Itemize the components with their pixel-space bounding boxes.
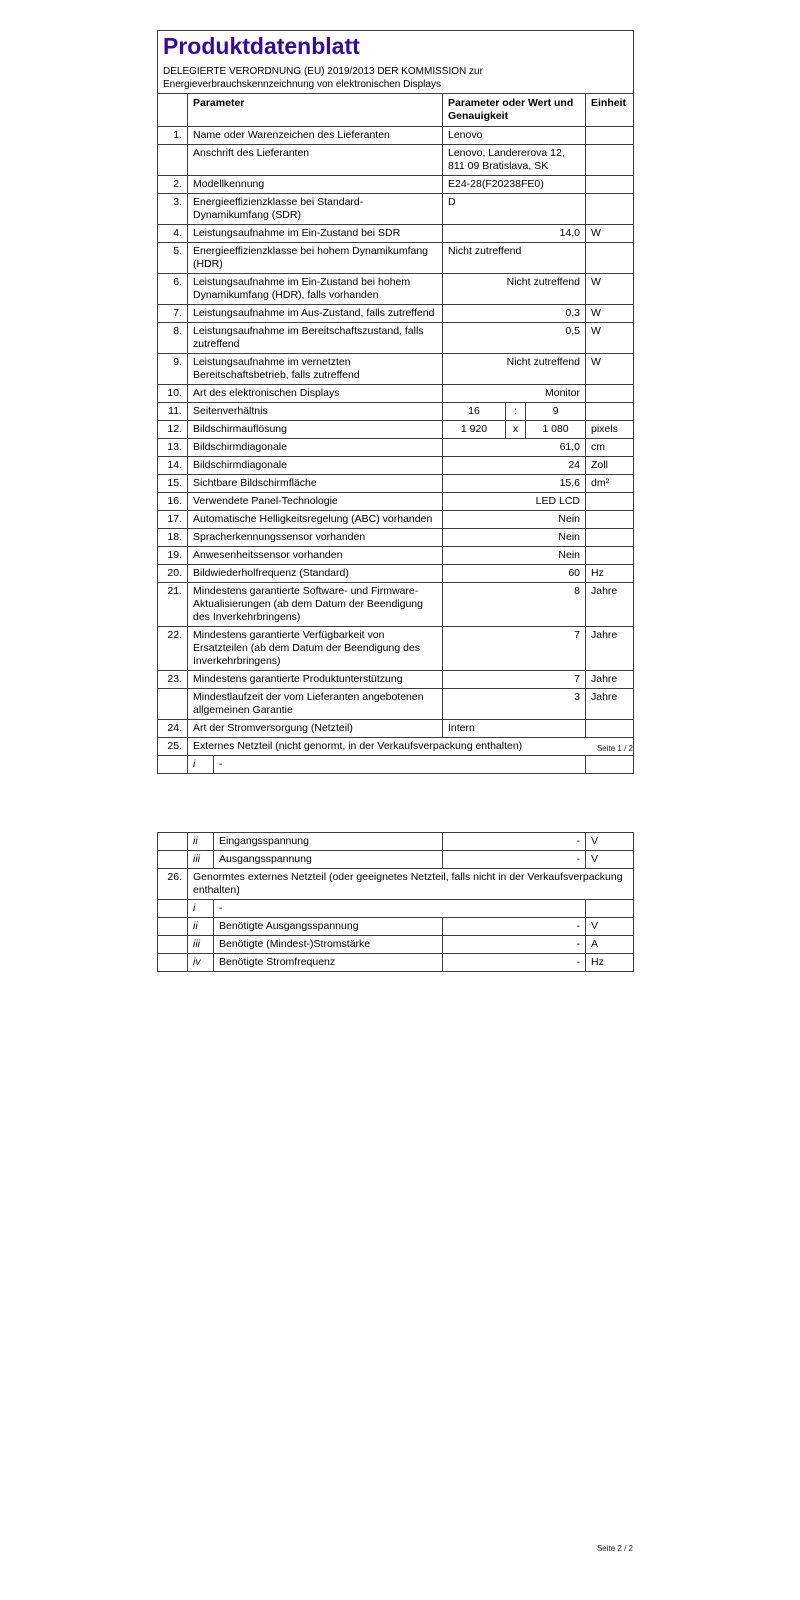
unit-label [586, 127, 634, 145]
table-row [158, 547, 634, 565]
unit-label: cm [586, 439, 634, 457]
resolution-width: 1 920 [443, 421, 506, 439]
row-number: 1. [158, 127, 188, 145]
row-number: 8. [158, 323, 188, 354]
datasheet-table-page1 [157, 30, 634, 774]
row-number [158, 900, 188, 918]
row-number [158, 918, 188, 936]
table-subrow [158, 918, 634, 936]
parameter-value: 60 [443, 565, 586, 583]
unit-label [586, 529, 634, 547]
table-row [158, 194, 634, 225]
document-title: Produktdatenblatt [163, 33, 360, 59]
row-number: 6. [158, 274, 188, 305]
roman-index: ii [188, 833, 214, 851]
parameter-value: - [214, 900, 586, 918]
unit-label: Hz [586, 954, 634, 972]
table-row [158, 689, 634, 720]
roman-index: ii [188, 918, 214, 936]
row-number: 9. [158, 354, 188, 385]
table-header-row [158, 94, 634, 127]
parameter-value: 7 [443, 671, 586, 689]
regulation-subtitle-line2: Energieverbrauchskennzeichnung von elektronischen Displays [163, 79, 441, 90]
parameter-label: Bildschirmdiagonale [188, 457, 443, 475]
table-row [158, 720, 634, 738]
row-number: 10. [158, 385, 188, 403]
parameter-label: Leistungsaufnahme im Bereitschaftszustand, falls zutreffend [188, 323, 443, 354]
table-row [158, 243, 634, 274]
row-number [158, 756, 188, 774]
header-unit: Einheit [586, 94, 634, 127]
parameter-label: Genormtes externes Netzteil (oder geeignetes Netzteil, falls nicht in der Verkaufsverpackung enthalten) [188, 869, 634, 900]
resolution-separator: x [506, 421, 526, 439]
row-number [158, 936, 188, 954]
parameter-label: Art der Stromversorgung (Netzteil) [188, 720, 443, 738]
resolution-height: 1 080 [526, 421, 586, 439]
datasheet-table-page2 [157, 832, 634, 972]
table-subrow [158, 833, 634, 851]
roman-index: i [188, 900, 214, 918]
unit-label [586, 493, 634, 511]
row-number: 11. [158, 403, 188, 421]
roman-index: i [188, 756, 214, 774]
header-number-cell [158, 94, 188, 127]
parameter-label: Seitenverhältnis [188, 403, 443, 421]
table-row-resolution [158, 421, 634, 439]
unit-label: A [586, 936, 634, 954]
unit-label [586, 547, 634, 565]
row-number: 21. [158, 583, 188, 627]
parameter-label: Modellkennung [188, 176, 443, 194]
roman-index: iii [188, 936, 214, 954]
parameter-label: Mindestens garantierte Verfügbarkeit von Ersatzteilen (ab dem Datum der Beendigung des Inverkehrbringens) [188, 627, 443, 671]
row-number: 16. [158, 493, 188, 511]
parameter-value: - [214, 756, 586, 774]
parameter-value: 0,5 [443, 323, 586, 354]
unit-label: W [586, 274, 634, 305]
parameter-value: Nein [443, 547, 586, 565]
regulation-subtitle-line1: DELEGIERTE VERORDNUNG (EU) 2019/2013 DER KOMMISSION zur [163, 66, 483, 77]
parameter-label: Ausgangsspannung [214, 851, 443, 869]
unit-label [586, 511, 634, 529]
unit-label: Jahre [586, 583, 634, 627]
parameter-value: Nein [443, 511, 586, 529]
ratio-height: 9 [526, 403, 586, 421]
parameter-value: Nicht zutreffend [443, 274, 586, 305]
row-number: 2. [158, 176, 188, 194]
unit-label: Jahre [586, 671, 634, 689]
row-number: 13. [158, 439, 188, 457]
row-number: 19. [158, 547, 188, 565]
table-row-standard-psu [158, 869, 634, 900]
parameter-label: Mindestens garantierte Produktunterstützung [188, 671, 443, 689]
parameter-label: Mindestens garantierte Software- und Firmware-Aktualisierungen (ab dem Datum der Beendigung des Inverkehrbringens) [188, 583, 443, 627]
table-row [158, 439, 634, 457]
table-subrow [158, 851, 634, 869]
table-row [158, 457, 634, 475]
parameter-value: 15,6 [443, 475, 586, 493]
table-row [158, 176, 634, 194]
unit-label [586, 145, 634, 176]
parameter-label: Leistungsaufnahme im Ein-Zustand bei SDR [188, 225, 443, 243]
table-row [158, 511, 634, 529]
parameter-label: Mindestlaufzeit der vom Lieferanten angebotenen allgemeinen Garantie [188, 689, 443, 720]
table-row [158, 354, 634, 385]
title-block-row [158, 31, 634, 94]
unit-label: Jahre [586, 627, 634, 671]
parameter-value: - [443, 918, 586, 936]
parameter-value: 24 [443, 457, 586, 475]
unit-label: V [586, 833, 634, 851]
table-row [158, 627, 634, 671]
table-row [158, 127, 634, 145]
table-row [158, 671, 634, 689]
table-row [158, 305, 634, 323]
row-number: 20. [158, 565, 188, 583]
parameter-value: - [443, 936, 586, 954]
parameter-value: 8 [443, 583, 586, 627]
page-footer-2: Seite 2 / 2 [596, 1544, 633, 1553]
unit-label: Zoll [586, 457, 634, 475]
table-subrow [158, 900, 634, 918]
row-number [158, 145, 188, 176]
row-number: 26. [158, 869, 188, 900]
parameter-label: Benötigte Stromfrequenz [214, 954, 443, 972]
table-row [158, 274, 634, 305]
parameter-label: Leistungsaufnahme im Ein-Zustand bei hohem Dynamikumfang (HDR), falls vorhanden [188, 274, 443, 305]
table-row-aspect-ratio [158, 403, 634, 421]
page-footer-1: Seite 1 / 2 [596, 744, 633, 753]
table-subrow [158, 954, 634, 972]
unit-label: W [586, 354, 634, 385]
parameter-value: D [443, 194, 586, 225]
unit-label: W [586, 323, 634, 354]
parameter-value: 7 [443, 627, 586, 671]
row-number: 25. [158, 738, 188, 756]
table-row [158, 323, 634, 354]
roman-index: iv [188, 954, 214, 972]
parameter-label: Benötigte (Mindest-)Stromstärke [214, 936, 443, 954]
unit-label: pixels [586, 421, 634, 439]
title-block [158, 31, 634, 94]
parameter-label: Leistungsaufnahme im vernetzten Bereitschaftsbetrieb, falls zutreffend [188, 354, 443, 385]
unit-label: W [586, 225, 634, 243]
parameter-label: Benötigte Ausgangsspannung [214, 918, 443, 936]
parameter-label: Sichtbare Bildschirmfläche [188, 475, 443, 493]
table-row [158, 145, 634, 176]
header-value: Parameter oder Wert und Genauigkeit [443, 94, 586, 127]
ratio-separator: : [506, 403, 526, 421]
unit-label [586, 176, 634, 194]
parameter-value: Lenovo [443, 127, 586, 145]
parameter-value: 14,0 [443, 225, 586, 243]
row-number: 15. [158, 475, 188, 493]
row-number: 17. [158, 511, 188, 529]
parameter-label: Leistungsaufnahme im Aus-Zustand, falls zutreffend [188, 305, 443, 323]
parameter-label: Name oder Warenzeichen des Lieferanten [188, 127, 443, 145]
table-row [158, 475, 634, 493]
row-number [158, 954, 188, 972]
parameter-value: Nicht zutreffend [443, 243, 586, 274]
table-row [158, 385, 634, 403]
parameter-value: Lenovo, Landererova 12, 811 09 Bratislava, SK [443, 145, 586, 176]
row-number [158, 833, 188, 851]
parameter-label: Bildschirmdiagonale [188, 439, 443, 457]
unit-label: V [586, 918, 634, 936]
roman-index: iii [188, 851, 214, 869]
unit-label: W [586, 305, 634, 323]
parameter-value: 0,3 [443, 305, 586, 323]
table-row [158, 565, 634, 583]
row-number: 22. [158, 627, 188, 671]
table-row [158, 225, 634, 243]
parameter-value: LED LCD [443, 493, 586, 511]
unit-label [586, 403, 634, 421]
parameter-label: Automatische Helligkeitsregelung (ABC) vorhanden [188, 511, 443, 529]
parameter-value: Monitor [443, 385, 586, 403]
unit-label [586, 756, 634, 774]
row-number: 3. [158, 194, 188, 225]
unit-label [586, 720, 634, 738]
row-number: 7. [158, 305, 188, 323]
unit-label [586, 194, 634, 225]
parameter-label: Anschrift des Lieferanten [188, 145, 443, 176]
ratio-width: 16 [443, 403, 506, 421]
row-number: 12. [158, 421, 188, 439]
table-subrow [158, 756, 634, 774]
table-row [158, 493, 634, 511]
parameter-value: 61,0 [443, 439, 586, 457]
table-subrow [158, 936, 634, 954]
row-number [158, 689, 188, 720]
row-number: 18. [158, 529, 188, 547]
parameter-value: - [443, 833, 586, 851]
row-number: 4. [158, 225, 188, 243]
row-number: 5. [158, 243, 188, 274]
header-parameter: Parameter [188, 94, 443, 127]
unit-label: Hz [586, 565, 634, 583]
parameter-value: E24-28(F20238FE0) [443, 176, 586, 194]
parameter-value: Nein [443, 529, 586, 547]
row-number: 24. [158, 720, 188, 738]
parameter-value: - [443, 851, 586, 869]
parameter-value: 3 [443, 689, 586, 720]
unit-label [586, 243, 634, 274]
parameter-value: Nicht zutreffend [443, 354, 586, 385]
row-number: 23. [158, 671, 188, 689]
parameter-label: Externes Netzteil (nicht genormt, in der Verkaufsverpackung enthalten) [188, 738, 634, 756]
parameter-value: - [443, 954, 586, 972]
parameter-label: Eingangsspannung [214, 833, 443, 851]
parameter-label: Energieeffizienzklasse bei hohem Dynamikumfang (HDR) [188, 243, 443, 274]
unit-label: Jahre [586, 689, 634, 720]
unit-label: V [586, 851, 634, 869]
parameter-label: Verwendete Panel-Technologie [188, 493, 443, 511]
parameter-label: Anwesenheitssensor vorhanden [188, 547, 443, 565]
table-row [158, 583, 634, 627]
row-number [158, 851, 188, 869]
unit-label: dm² [586, 475, 634, 493]
unit-label [586, 900, 634, 918]
parameter-label: Bildwiederholfrequenz (Standard) [188, 565, 443, 583]
parameter-label: Art des elektronischen Displays [188, 385, 443, 403]
parameter-value: Intern [443, 720, 586, 738]
parameter-label: Bildschirmauflösung [188, 421, 443, 439]
table-row [158, 529, 634, 547]
parameter-label: Spracherkennungssensor vorhanden [188, 529, 443, 547]
row-number: 14. [158, 457, 188, 475]
parameter-label: Energieeffizienzklasse bei Standard-Dynamikumfang (SDR) [188, 194, 443, 225]
unit-label [586, 385, 634, 403]
